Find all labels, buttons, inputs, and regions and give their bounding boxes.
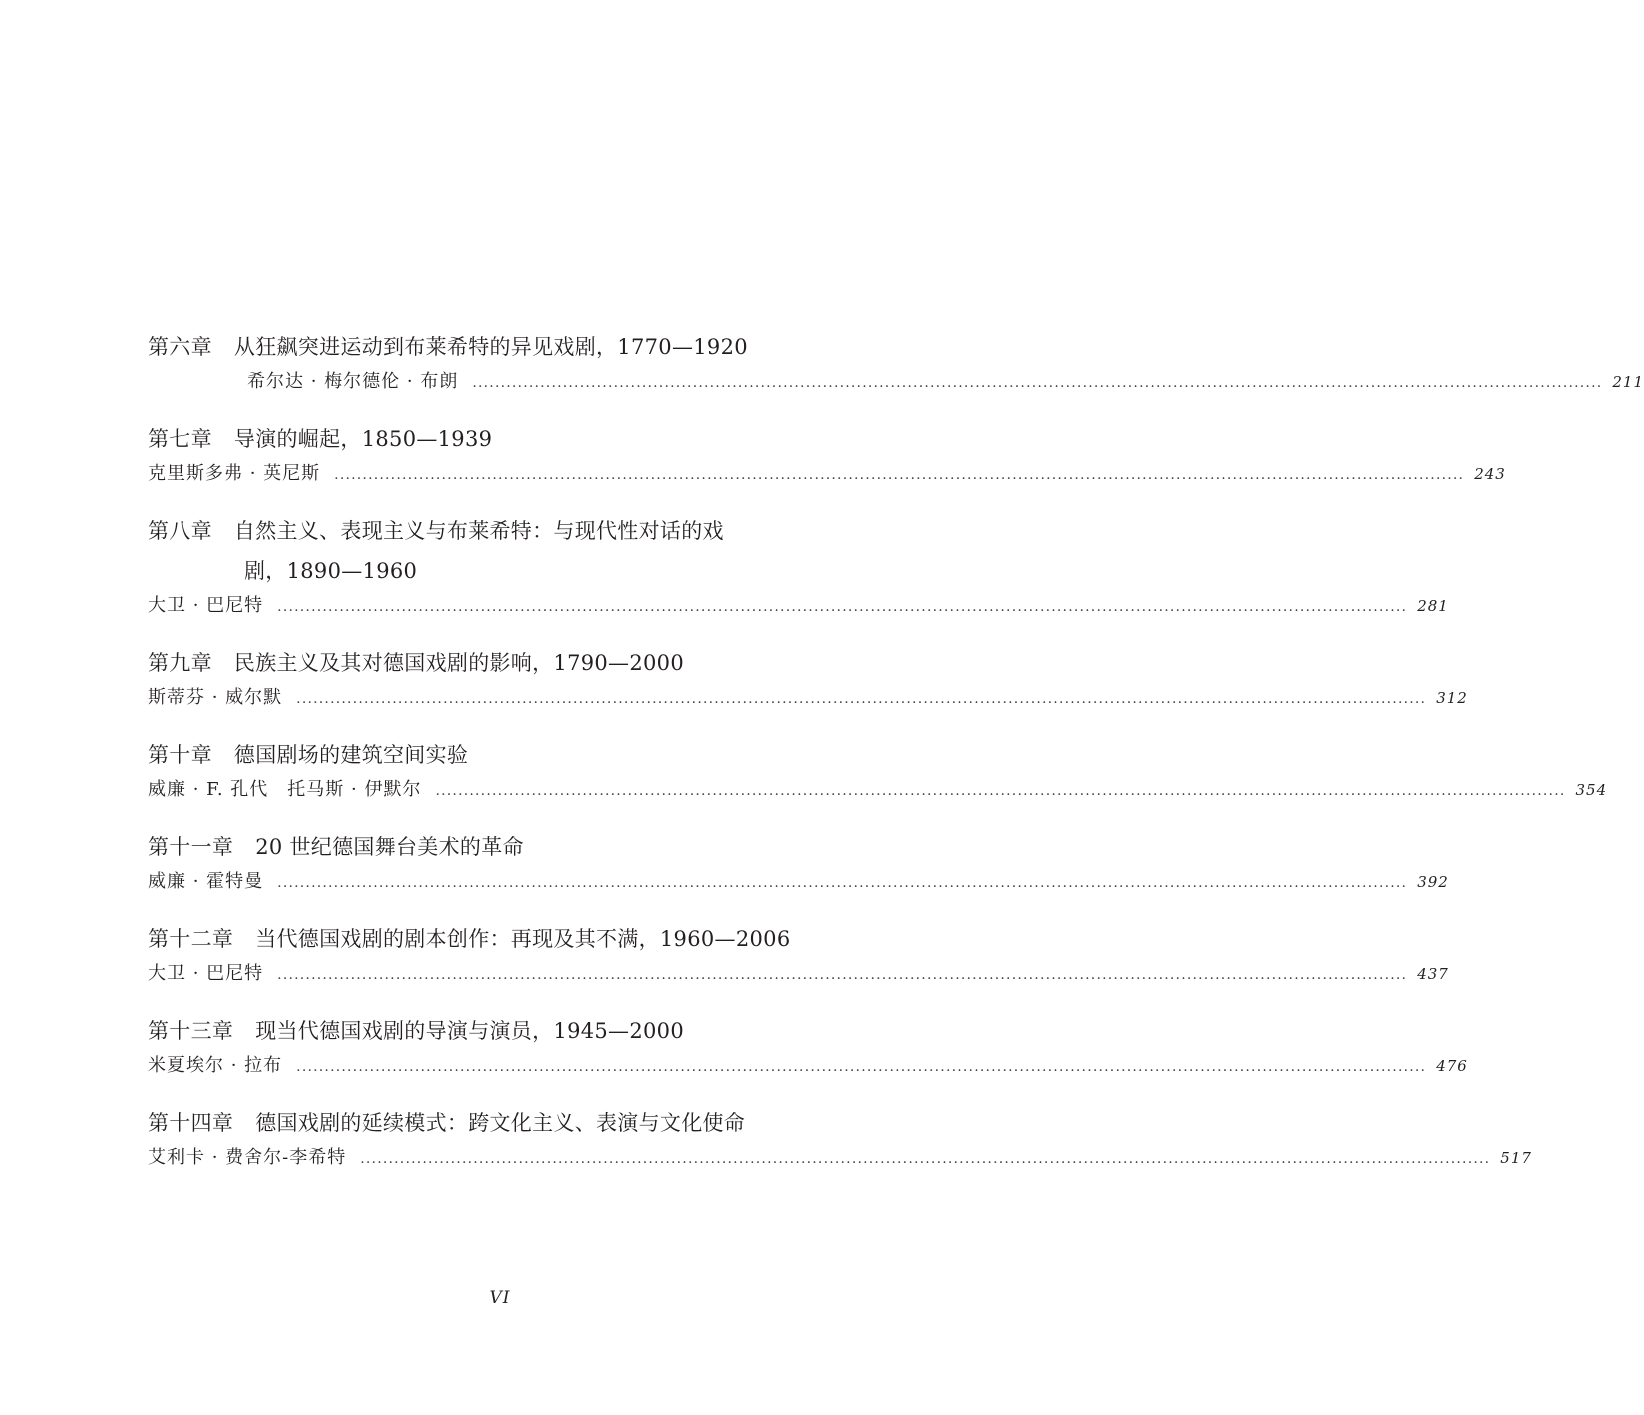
author-line	[148, 775, 1608, 804]
author-line	[148, 1143, 1532, 1172]
dot-leader: ........................................................................................................................................................................................................	[296, 691, 1427, 707]
chapter-title-continuation: 剧，1890—1960	[244, 559, 418, 583]
page-number: 392	[1417, 873, 1449, 891]
chapter-number: 第七章	[148, 427, 212, 451]
chapter-number: 第六章	[148, 335, 212, 359]
chapter-author: 艾利卡 · 费舍尔-李希特	[148, 1147, 347, 1168]
page-number: 211	[1612, 373, 1644, 391]
chapter-author: 威廉 · F. 孔代 托马斯 · 伊默尔	[148, 779, 422, 800]
chapter-title: 导演的崛起，1850—1939	[233, 427, 493, 451]
toc-entry-chapter-14	[148, 1103, 1532, 1172]
chapter-title: 当代德国戏剧的剧本创作：再现及其不满，1960—2006	[255, 927, 791, 951]
toc-entry-chapter-7	[148, 419, 1506, 488]
chapter-heading	[148, 1011, 832, 1051]
chapter-number: 第十二章	[148, 927, 234, 951]
chapter-author: 大卫 · 巴尼特	[148, 595, 264, 616]
dot-leader: ........................................................................................................................................................................................................	[472, 375, 1603, 391]
toc-entry-chapter-10	[148, 735, 1608, 804]
page-number: 517	[1500, 1149, 1532, 1167]
chapter-author: 克里斯多弗 · 英尼斯	[148, 463, 321, 484]
chapter-title: 现当代德国戏剧的导演与演员，1945—2000	[255, 1019, 684, 1043]
dot-leader: ........................................................................................................................................................................................................	[334, 467, 1465, 483]
chapter-heading	[148, 735, 832, 775]
author-line	[148, 367, 1644, 396]
author-line	[148, 459, 1506, 488]
toc-entry-chapter-12	[148, 919, 1449, 988]
folio-page-number: VI	[489, 1288, 511, 1308]
toc-entry-chapter-6	[148, 327, 1644, 396]
dot-leader: ........................................................................................................................................................................................................	[296, 1059, 1427, 1075]
chapter-heading	[148, 827, 832, 867]
chapter-author: 斯蒂芬 · 威尔默	[148, 687, 283, 708]
chapter-number: 第十三章	[148, 1019, 234, 1043]
page-number: 437	[1417, 965, 1449, 983]
dot-leader: ........................................................................................................................................................................................................	[277, 875, 1408, 891]
chapter-title: 20 世纪德国舞台美术的革命	[255, 835, 524, 859]
chapter-heading	[148, 419, 832, 459]
toc-entry-chapter-9	[148, 643, 1468, 712]
chapter-author: 米夏埃尔 · 拉布	[148, 1055, 283, 1076]
page-number: 476	[1436, 1057, 1468, 1075]
dot-leader: ........................................................................................................................................................................................................	[360, 1151, 1491, 1167]
chapter-number: 第十章	[148, 743, 212, 767]
chapter-author: 大卫 · 巴尼特	[148, 963, 264, 984]
toc-entry-chapter-11	[148, 827, 1449, 896]
chapter-title: 民族主义及其对德国戏剧的影响，1790—2000	[233, 651, 684, 675]
chapter-heading	[148, 327, 832, 367]
toc-entry-chapter-8	[148, 511, 1449, 620]
chapter-number: 第十四章	[148, 1111, 234, 1135]
dot-leader: ........................................................................................................................................................................................................	[277, 599, 1408, 615]
chapter-number: 第十一章	[148, 835, 234, 859]
author-line	[148, 1051, 1468, 1080]
toc-entry-chapter-13	[148, 1011, 1468, 1080]
author-line	[148, 591, 1449, 620]
chapter-number: 第八章	[148, 519, 212, 543]
chapter-heading	[148, 1103, 832, 1143]
chapter-title: 德国戏剧的延续模式：跨文化主义、表演与文化使命	[255, 1111, 746, 1135]
chapter-heading	[148, 643, 832, 683]
author-line	[148, 959, 1449, 988]
page-number: 354	[1575, 781, 1608, 799]
chapter-title: 德国剧场的建筑空间实验	[233, 743, 469, 767]
table-of-contents	[148, 327, 1644, 1195]
chapter-number: 第九章	[148, 651, 212, 675]
page-number: 312	[1436, 689, 1468, 707]
chapter-author: 希尔达 · 梅尔德伦 · 布朗	[247, 371, 459, 392]
page-number: 243	[1474, 465, 1506, 483]
page-number: 281	[1417, 597, 1449, 615]
dot-leader: ........................................................................................................................................................................................................	[277, 967, 1408, 983]
chapter-title: 从狂飙突进运动到布莱希特的异见戏剧，1770—1920	[233, 335, 748, 359]
chapter-author: 威廉 · 霍特曼	[148, 871, 264, 892]
author-line	[148, 867, 1449, 896]
dot-leader: ........................................................................................................................................................................................................	[435, 783, 1566, 799]
chapter-title: 自然主义、表现主义与布莱希特：与现代性对话的戏	[233, 519, 724, 543]
chapter-heading	[148, 511, 832, 591]
author-line	[148, 683, 1468, 712]
chapter-heading	[148, 919, 832, 959]
